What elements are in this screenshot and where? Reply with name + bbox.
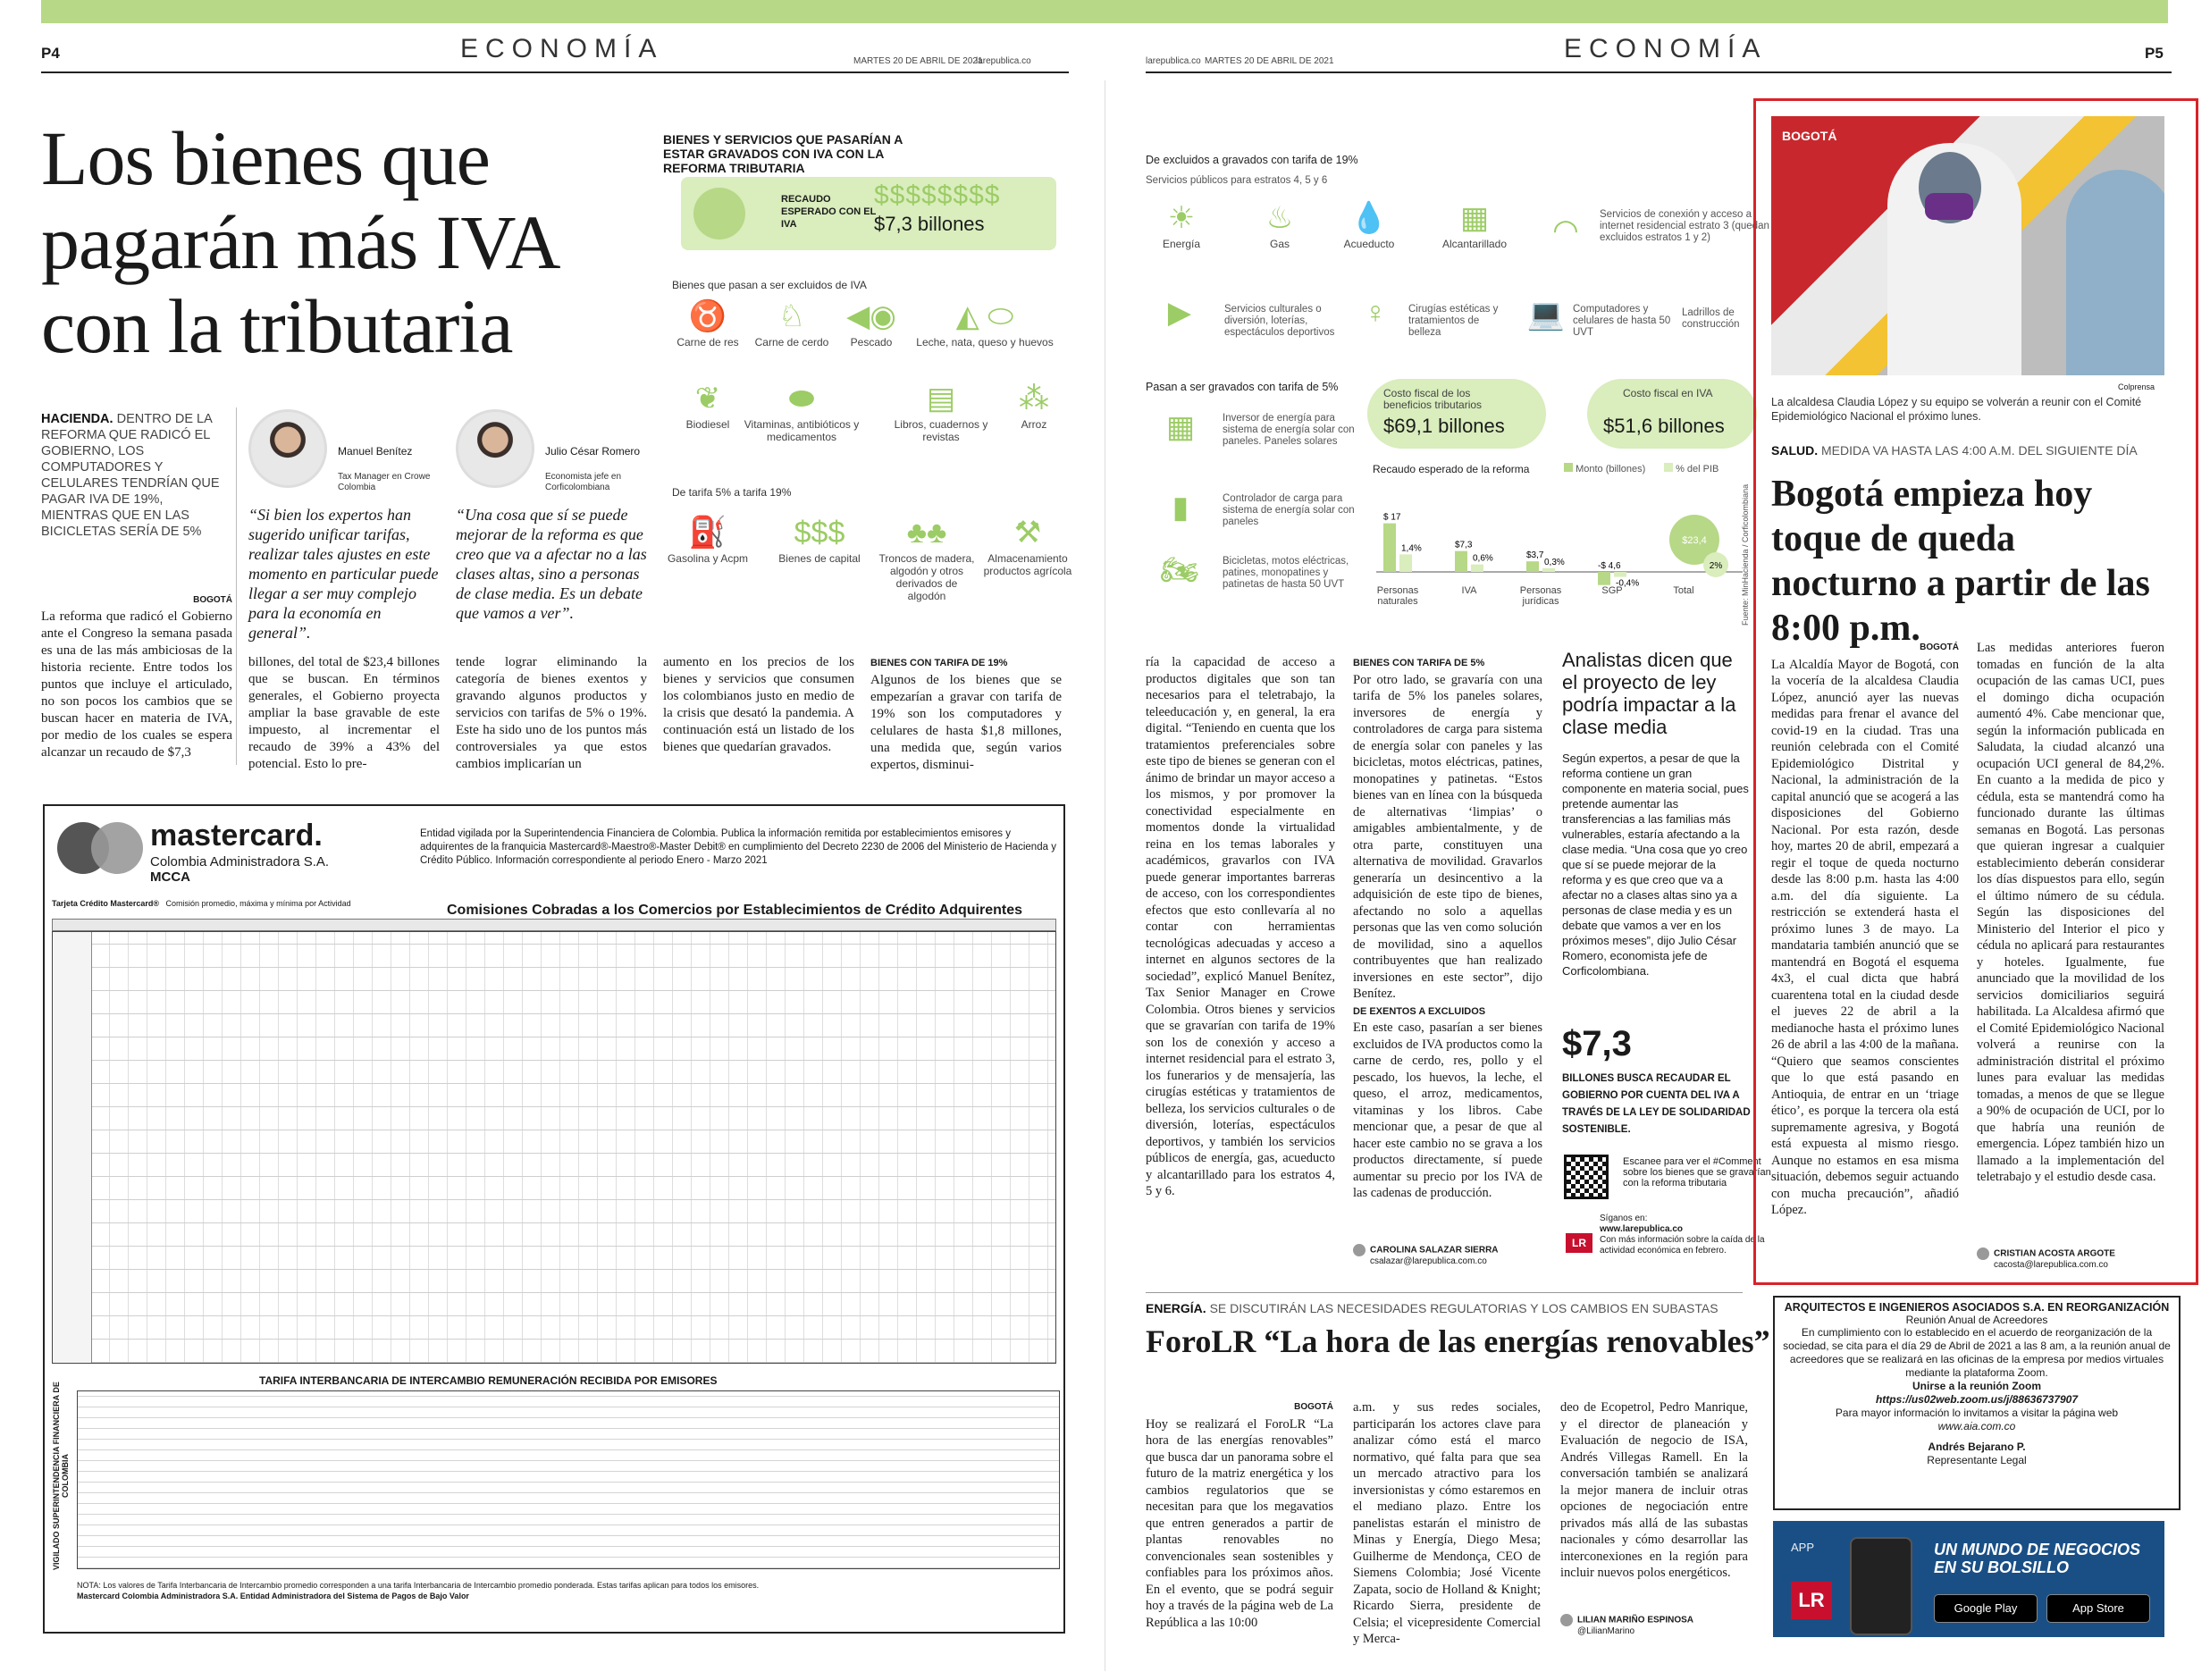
article-col-4: aumento en los precios de los bienes y servicios que consumen los colombianos justo en medio de la crisis que desató la pandemia. A continuación está un listado de los bienes que quedarían gravados. xyxy=(663,655,854,754)
rice-icon: ⁂ xyxy=(1019,382,1049,416)
interchange-title: TARIFA INTERBANCARIA DE INTERCAMBIO REMUNERACIÓN RECIBIDA POR EMISORES xyxy=(259,1374,718,1387)
item-gas: ♨ Gas xyxy=(1244,198,1315,250)
item-troncos: ♣♣ Troncos de madera, algodón y otros derivados de algodón xyxy=(878,513,976,602)
motorcycle-icon: 🏍 xyxy=(1160,553,1199,587)
lr-app-ad[interactable]: APP LR UN MUNDO DE NEGOCIOS EN SU BOLSILLO Google Play App Store xyxy=(1773,1521,2164,1637)
wifi-icon: ◠ xyxy=(1552,214,1579,248)
excluidos-title: Bienes que pasan a ser excluidos de IVA xyxy=(672,279,867,291)
article-col-5: BIENES CON TARIFA DE 19% Algunos de los bienes que se empezarían a gravar con tarifa de 19% son los computadores y celulares de hasta $1,8 millones, una medida que, según varios expertos, disminui- xyxy=(870,658,1062,772)
article-col-3: tende lograr eliminando la categoría de bienes exentos y gravando algunos productos y servicios con tarifas de 5% o 19%. Este ha sido uno de los puntos más controversiales ya que estos cambios implicarían un xyxy=(456,655,647,771)
table-header xyxy=(52,919,1056,931)
article-col-1: BOGOTÁ La reforma que radicó el Gobierno ante el Congreso la semana pasada es una de las más ambiciosas de la historia reciente. Entre todos los puntos que incluye el articulado, no son pocos los cambios que se buscan hacer en materia de IVA, por medio de los cuales se espera alcanzar un recaudo de $7,3 xyxy=(41,595,232,760)
article-col-2: billones, del total de $23,4 billones que se buscan. En términos generales, el Gobierno proyecta ampliar la base gravable de este impuesto, al incrementar el recaudo de 39% a 43% del potencial. Esto lo pre- xyxy=(248,655,440,771)
bar-monto xyxy=(1383,524,1396,572)
expert-name: Julio César Romero xyxy=(545,445,641,458)
bar-pib-label: 0,6% xyxy=(1473,553,1493,564)
item-vitaminas: ⬬ Vitaminas, antibióticos y medicamentos xyxy=(744,379,860,443)
bogota-col-2: Las medidas anteriores fueron tomadas en función de la alta ocupación de las camas UCI, pues el domingo dicha ocupación aumentó 4%. Cabe mencionar que, según la información publicada en Saludata, la ciudad alcanzó una ocupación UCI general de 84,2%. En cuanto a la medida de pico y cédula, esta se mantendrá como ha funcionado durante las últimas semanas en Bogotá. Las personas que quieran ingresar a cualquier establecimiento deberán considerar los días dispuestos para ello, según el último número de su cédula. Según las disposiciones del Ministerio del Interior el pico y cédula no aplicará para restaurantes y hoteles. Igualmente, fue anunciado que la movilidad de los servicios domiciliarios seguirá habilitada. La Alcaldesa afirmó que el Comité Epidemiológico Nacional volverá a reunirse con la administración distrital el próximo lunes para evaluar las medidas tomadas, a menos de que se llegue a 90% de ocupación de UCI, por lo que habría una reunión de emergencia. López también hizo un llamado a la implementación del teletrabajo y el estudio desde casa. xyxy=(1977,641,2164,1184)
lightbulb-icon: ☀ xyxy=(1167,201,1196,235)
item-carne-res: ♉ Carne de res xyxy=(663,297,752,349)
bar-monto-label: $23,4 xyxy=(1682,535,1707,546)
phone-icon xyxy=(1850,1537,1912,1635)
bogota-kicker: SALUD. MEDIDA VA HASTA LAS 4:00 A.M. DEL SIGUIENTE DÍA xyxy=(1771,443,2138,458)
author-cristian: CRISTIAN ACOSTA ARGOTE cacosta@larepublica.com.co xyxy=(1977,1247,2115,1271)
stat-value: $7,3 xyxy=(1562,1024,1632,1063)
leaf-icon: ❦ xyxy=(694,382,721,416)
recaudo-box xyxy=(681,177,1056,250)
foro-col-3: deo de Ecopetrol, Pedro Manrique, y el director de planeación y Evaluación de negocio de ISA, Andrés Villegas Ramell. En la conversación también se analizará la mejor manera de incluir otras opciones de negociación entre privados más allá de las subastas nacionales y cómo desarrollar las interconexiones en la región para incluir nuevos polos energéticos. xyxy=(1560,1400,1748,1580)
item-bienes-capital: $$$ Bienes de capital xyxy=(770,513,869,565)
lr-logo-icon: LR xyxy=(1791,1582,1832,1619)
qr-text: Escanee para ver el #Comment sobre los bienes que se gravarían con la reforma tributaria xyxy=(1623,1156,1771,1189)
film-icon: ▶ xyxy=(1167,296,1192,330)
google-play-button[interactable]: Google Play xyxy=(1934,1594,2038,1623)
lr-logo-icon: LR xyxy=(1566,1233,1592,1253)
avatar xyxy=(248,409,327,488)
notice-web-link[interactable]: www.aia.com.co xyxy=(1937,1420,2016,1432)
item-lacteos: ◭ ⬭ Leche, nata, queso y huevos xyxy=(904,297,1065,349)
bar-pib xyxy=(1614,572,1626,577)
reforma-col-2: BIENES CON TARIFA DE 5% Por otro lado, se gravaría con una tarifa de 5% los paneles solares, inversores de energía y controladores de carga para sistema de energía solar con paneles y las bicicletas, motos eléctricas, patines, monopatines y patinetas. “Estos bienes van en línea con la búsqueda de alternativas ‘limpias’ o amigables ambientalmente, y de otra parte, constituyen una alternativa de movilidad. Gravarlos generaría un desincentivo a la adquisición de este tipo de bienes, afectando no solo a aquellas personas que las ven como solución de movilidad, sino a aquellos contribuyentes que han realizado inversiones en este sector”, dijo Benítez. DE EXENTOS A EXCLUIDOS En este caso, pasarían a ser bienes excluidos de IVA productos como la carne de cerdo, res, pollo y el pescado, los huevos, la leche, el queso, el arroz, medicamentos, vitaminas y los libros. Cabe mencionar que, a pesar de que al hacer este cambio no se grava a los productos directamente, sí puede aumentar su precio por los IVA de las cadenas de producción. xyxy=(1353,658,1542,1200)
date-left: MARTES 20 DE ABRIL DE 2021 xyxy=(853,56,983,66)
bar-monto xyxy=(1526,561,1539,572)
pill-icon: ⬬ xyxy=(788,382,815,416)
dollar-icon: $$$ xyxy=(794,516,845,550)
x-tick-label: naturales xyxy=(1377,596,1418,607)
infographic-title: BIENES Y SERVICIOS QUE PASARÍAN A ESTAR GRAVADOS CON IVA CON LA REFORMA TRIBUTARIA xyxy=(663,132,903,175)
avatar xyxy=(456,409,534,488)
person-icon: ♀ xyxy=(1364,296,1387,330)
x-tick-label: Total xyxy=(1673,585,1694,596)
foro-kicker: ENERGÍA. SE DISCUTIRÁN LAS NECESIDADES REGULATORIAS Y LOS CAMBIOS EN SUBASTAS xyxy=(1146,1301,1718,1315)
bar-pib-label: 0,3% xyxy=(1544,557,1565,567)
mastercard-note: Entidad vigilada por la Superintendencia Financiera de Colombia. Publica la información remitida por establecimientos emisores y adquirentes de la franquicia Mastercard®-Maestro®-Master Debit® en cumplimiento del Decreto 2230 de 2006 del Ministerio de Hacienda y Crédito Público. Información correspondiente al periodo Enero - Marzo 2021 xyxy=(420,828,1056,866)
vigilado-label: VIGILADO SUPERINTENDENCIA FINANCIERA DE COLOMBIA xyxy=(52,1382,70,1571)
stat-text: BILLONES BUSCA RECAUDAR EL GOBIERNO POR CUENTA DEL IVA A TRAVÉS DE LA LEY DE SOLIDARIDAD SOSTENIBLE. xyxy=(1562,1073,1751,1135)
row2-item-3: Computadores y celulares de hasta 50 UVT xyxy=(1573,304,1671,338)
chart-legend-monto: Monto (billones) xyxy=(1564,463,1645,475)
author-avatar xyxy=(1353,1244,1365,1256)
quote-benitez: “Si bien los expertos han sugerido unificar tarifas, realizar tales ajustes en este momento en particular puede llegar a ser muy complejo para la economía en general”. xyxy=(248,506,439,642)
bar-pib-label: 1,4% xyxy=(1401,543,1422,554)
x-tick-label: SGP xyxy=(1601,585,1623,596)
mastercard-table-title: Comisiones Cobradas a los Comercios por Establecimientos de Crédito Adquirentes xyxy=(447,903,1022,918)
legend-swatch xyxy=(1564,463,1573,472)
cost-bubble-2: Costo fiscal en IVA $51,6 billones xyxy=(1587,379,1757,449)
section-title-right: ECONOMÍA xyxy=(1564,34,1768,63)
commission-table xyxy=(52,931,1056,1364)
tarifa-title: De tarifa 5% a tarifa 19% xyxy=(672,486,792,499)
analistas-heading: Analistas dicen que el proyecto de ley podría impactar a la clase media xyxy=(1562,649,1736,738)
expert-name: Manuel Benítez xyxy=(338,445,413,458)
legal-notice: ARQUITECTOS E INGENIEROS ASOCIADOS S.A. EN REORGANIZACIÓN Reunión Anual de Acreedores En cumplimiento con lo establecido en el acuerdo de reorganización de la sociedad, se cita para el día 29 de Abril de 2021 a las 8 am, a la reunión anual de acreedores que se realizará en las oficinas de la empresa por medios virtuales mediante la plataforma Zoom. Unirse a la reunión Zoom https://us02web.zoom.us/j/88636737907 Para mayor información lo invitamos a visitar la página web www.aia.com.co Andrés Bejarano P. Representante Legal xyxy=(1773,1296,2181,1510)
gravados5-item-1: Inversor de energía para sistema de energía solar con paneles. Paneles solares xyxy=(1223,413,1355,447)
book-icon: ▤ xyxy=(926,382,956,416)
chart-title: Recaudo esperado de la reforma xyxy=(1373,463,1530,475)
mastercard-card-label: Tarjeta Crédito Mastercard® Comisión promedio, máxima y mínima por Actividad xyxy=(52,899,351,908)
expert-benitez xyxy=(248,409,431,492)
mastercard-company: Colombia Administradora S.A. MCCA xyxy=(150,854,330,885)
laptop-icon: 💻 xyxy=(1526,298,1566,332)
date-right: MARTES 20 DE ABRIL DE 2021 xyxy=(1205,56,1334,66)
dollar-signs: $$$$$$$$ xyxy=(874,181,1001,210)
quote-romero: “Una cosa que sí se puede mejorar de la reforma es que creo que va a afectar no a las clases altas, sino a personas de clase media. Es un debate que vamos a ver”. xyxy=(456,506,647,622)
top-color-bar xyxy=(41,0,2168,23)
flame-icon: ♨ xyxy=(1265,201,1294,235)
gravados5-title: Pasan a ser gravados con tarifa de 5% xyxy=(1146,381,1339,393)
qr-code-icon[interactable] xyxy=(1564,1155,1609,1199)
excluidos-19-title: De excluidos a gravados con tarifa de 19% xyxy=(1146,154,1358,166)
cow-icon: ♉ xyxy=(688,299,727,333)
cheese-icon: ◭ ⬭ xyxy=(955,299,1014,333)
item-gasolina: ⛽ Gasolina y Acpm xyxy=(663,513,752,565)
bar-pib-label: -0,4% xyxy=(1616,578,1640,589)
item-carne-cerdo: ♘ Carne de cerdo xyxy=(747,297,836,349)
x-tick-label: jurídicas xyxy=(1522,596,1559,607)
author-avatar xyxy=(1560,1614,1573,1626)
chart-source: Fuente: MinHacienda / Corficolombiana xyxy=(1741,483,1750,626)
pig-icon: ♘ xyxy=(777,299,806,333)
recaudo-value: $7,3 billones xyxy=(874,213,985,235)
foro-col-2: a.m. y sus redes sociales, participarán los actores clave para analizar cómo está el marco normativo, qué falta para que sea un mercado atractivo para los inversionistas y cómo estaremos en el mediano plazo. Entre los panelistas estarán el ministro de Minas y Energía, Diego Mesa; Guilherme de Mendonça, CEO de Siemens Colombia; José Vicente Zapata, socio de Holland & Knight; Ricardo Sierra, presidente de Celsia; el vicepresidente Comercial y Merca- xyxy=(1353,1400,1541,1646)
site-left[interactable]: larepublica.co xyxy=(976,56,1031,66)
bar-monto xyxy=(1455,551,1467,572)
bar-monto-label: $ 17 xyxy=(1383,512,1401,523)
photo-credit: Colprensa xyxy=(2118,382,2155,391)
money-bag-icon xyxy=(693,188,745,239)
bogota-col-1: BOGOTÁ La Alcaldía Mayor de Bogotá, con la vocería de la alcaldesa Claudia López, anunció ayer las nuevas medidas para frenar el avance del covid-19 en la ciudad. Tras una reunión celebrada con el Comité Epidemiológico Distrital y Nacional, la administración de la capital anunció que se acogerá a las disposiciones del Gobierno Nacional. Por esta razón, desde hoy, martes 20 de abril, empezará a regir el toque de queda nocturno desde las 8:00 p.m. hasta las 4:00 a.m. del día siguiente. La restricción se extenderá hasta el próximo lunes 3 de mayo. La mandataria también anunció que se mantendrá en Bogotá el esquema 4x3, el cual dicta que habrá cuarentena total en la ciudad desde el jueves 22 de abril a la medianoche hasta el próximo lunes 26 de abril a las 4:00 de la mañana. “Quiero que seamos conscientes que lo que está pasando en Antioquia, de entrar en un ‘triage ético’, es porque la tercera ola está supremamente agresiva, y Bogotá está expuesta al mismo riesgo. Aunque no estamos en esa misma situación, debemos seguir actuando con mucha precaución”, añadió López. xyxy=(1771,643,1959,1217)
article-photo xyxy=(1771,116,2164,375)
axe-icon: ⚒ xyxy=(1013,516,1042,550)
recaudo-label: RECAUDO ESPERADO CON EL IVA xyxy=(781,194,877,230)
bar-pib-label: 2% xyxy=(1709,561,1723,571)
tree-icon: ♣♣ xyxy=(906,516,947,550)
header-rule-left xyxy=(41,71,1069,73)
page-number-left: P4 xyxy=(41,45,60,62)
bogota-headline: Bogotá empieza hoy toque de queda nocturno a partir de las 8:00 p.m. xyxy=(1771,474,2150,649)
water-drop-icon: 💧 xyxy=(1349,201,1389,235)
item-acueducto: 💧 Acueducto xyxy=(1333,198,1405,250)
article-lead: HACIENDA. DENTRO DE LA REFORMA QUE RADICÓ EL GOBIERNO, LOS COMPUTADORES Y CELULARES TENDRÍAN QUE PAGAR IVA DE 19%, MIENTRAS QUE EN LAS BICICLETAS SERÍA DE 5% xyxy=(41,412,220,539)
gravados5-item-3: Bicicletas, motos eléctricas, patines, monopatines y patinetas de hasta 50 UVT xyxy=(1223,556,1349,590)
brick-wall-icon: ▦ xyxy=(1459,201,1490,235)
x-tick-label: IVA xyxy=(1461,585,1477,596)
item-biodiesel: ❦ Biodiesel xyxy=(663,379,752,431)
bar-monto-label: -$ 4,6 xyxy=(1598,561,1621,571)
bar-pib xyxy=(1399,554,1412,572)
reforma-col-1: ría la capacidad de acceso a productos digitales que son tan necesarios para el teletrabajo, la teleeducación y, en general, la era digital. “Teniendo en cuenta que los tratamientos preferenciales sobre este tipo de bienes se generan con el ánimo de brindar un mayor acceso a los mismos, y por promover la conectividad especialmente en momentos donde la virtualidad reina en los temas laborales y académicos, gravarlos con IVA puede generar importantes barreras de acceso, con los correspondientes efectos que esto conllevaría al no contar con herramientas tecnológicas adecuadas y acceso a internet en algunos sectores de la sociedad”, explicó Manuel Benítez, Tax Senior Manager en Crowe Colombia. Otros bienes y servicios que se gravarían con tarifa de 19% son los de conexión y acceso a internet residencial para el estrato 3, los funerarios y de mensajería, las cirugías estéticas y tratamientos de belleza, los servicios culturales o de diversión, loterías, espectáculos deportivos, y también los servicios públicos de energía, gas, acueducto y alcantarillado para los estratos 4, 5 y 6. xyxy=(1146,655,1335,1198)
cost-bubble-1: Costo fiscal de los beneficios tributarios $69,1 billones xyxy=(1367,379,1546,449)
zoom-link[interactable]: https://us02web.zoom.us/j/88636737907 xyxy=(1875,1393,2079,1406)
solar-panel-icon: ▦ xyxy=(1165,410,1196,444)
site-right[interactable]: larepublica.co xyxy=(1146,56,1201,66)
item-energia: ☀ Energía xyxy=(1146,198,1217,250)
author-avatar xyxy=(1977,1247,1989,1260)
analistas-text: Según expertos, a pesar de que la reforma contiene un gran componente en materia social, pues pretende aumentar las transferencias a las familias más vulnerables, estaría afectando a la clase media. “Una cosa que yo creo que sí se puede mejorar de la reforma y es que creo que va a afectar no a clases altas sino ya a personas de clase media y es un debate que vamos a ver en los próximos meses”, dijo Julio César Romero, economista jefe de Corficolombiana. xyxy=(1562,752,1749,978)
bar-monto-label: $7,3 xyxy=(1455,540,1473,550)
chart-legend-pib: % del PIB xyxy=(1664,463,1718,475)
legend-swatch xyxy=(1664,463,1673,472)
item-arroz: ⁂ Arroz xyxy=(1003,379,1065,431)
photo-caption: La alcaldesa Claudia López y su equipo se volverán a reunir con el Comité Epidemiológico Nacional el próximo lunes. xyxy=(1771,396,2142,423)
foro-headline: ForoLR “La hora de las energías renovables” xyxy=(1146,1323,1770,1359)
author-lilian: LILIAN MARIÑO ESPINOSA @LilianMarino xyxy=(1560,1614,1693,1637)
mastercard-logo-icon xyxy=(57,817,147,879)
fish-icon: ◀◉ xyxy=(846,299,896,333)
gravados5-item-2: Controlador de carga para sistema de energía solar con paneles xyxy=(1223,493,1355,527)
expert-romero xyxy=(456,409,641,492)
item-alcantarillado: ▦ Alcantarillado xyxy=(1430,198,1519,250)
expert-role: Tax Manager en Crowe Colombia xyxy=(338,472,431,492)
interchange-table xyxy=(77,1390,1060,1569)
row2-item-2: Cirugías estéticas y tratamientos de belleza xyxy=(1408,304,1499,338)
mastercard-ad xyxy=(43,804,1065,1634)
bogota-logo: BOGOTÁ xyxy=(1782,129,1837,143)
bar-pib xyxy=(1542,568,1555,572)
x-tick-label: Personas xyxy=(1519,585,1562,596)
fuel-can-icon: ⛽ xyxy=(688,516,727,550)
header-rule-right xyxy=(1146,71,2172,73)
section-title-left: ECONOMÍA xyxy=(460,34,664,63)
item-pescado: ◀◉ Pescado xyxy=(831,297,912,349)
foro-col-1: BOGOTÁ Hoy se realizará el ForoLR “La hora de las energías renovables” que busca dar un panorama sobre el futuro de la matriz energética y los cambios regulatorios que se necesitan para que los megavatios que entren generados a partir de plantas renovables no convencionales sean sostenibles y confiables para los próximos años. En el evento, que se podrá seguir hoy a través de la página web de La República a las 10:00 xyxy=(1146,1402,1333,1630)
mastercard-footnote: NOTA: Los valores de Tarifa Interbancaria de Intercambio promedio corresponden a una tarifa Interbancaria de Intercambio promedio ponderada. Estas tarifas aplican para todos los emisores. Mastercard Colombia Administradora S.A. Entidad Administradora del Sistema de Pagos de Bajo Valor xyxy=(77,1581,760,1600)
item-libros: ▤ Libros, cuadernos y revistas xyxy=(883,379,999,443)
row2-item-1: Servicios culturales o diversión, loterías, espectáculos deportivos xyxy=(1224,304,1335,338)
app-store-button[interactable]: App Store xyxy=(2046,1594,2150,1623)
row2-item-4: Ladrillos de construcción xyxy=(1682,307,1740,330)
bar-monto-label: $3,7 xyxy=(1526,550,1544,561)
article-headline: Los bienes que pagarán más IVA con la tributaria xyxy=(41,115,556,369)
servicios-subtitle: Servicios públicos para estratos 4, 5 y 6 xyxy=(1146,175,1328,186)
battery-icon: ▮ xyxy=(1172,491,1189,525)
foro-rule xyxy=(1146,1292,1743,1293)
column-divider xyxy=(236,407,237,765)
recaudo-chart xyxy=(1376,483,1743,617)
x-tick-label: Personas xyxy=(1376,585,1419,596)
author-carolina: CAROLINA SALAZAR SIERRA csalazar@larepublica.com.co xyxy=(1353,1244,1499,1267)
conexion-text: Servicios de conexión y acceso a internet residencial estrato 3 (quedan excluidos estratos 1 y 2) xyxy=(1600,209,1769,243)
mastercard-brand: mastercard. xyxy=(150,819,323,853)
follow-us: Síganos en: www.larepublica.co Con más información sobre la caída de la actividad económica en febrero. xyxy=(1600,1214,1765,1256)
bar-monto xyxy=(1598,572,1610,585)
expert-role: Economista jefe en Corficolombiana xyxy=(545,472,622,492)
item-almacenamiento: ⚒ Almacenamiento productos agrícola xyxy=(983,513,1072,577)
bar-pib xyxy=(1471,565,1483,572)
page-number-right: P5 xyxy=(2145,45,2164,62)
